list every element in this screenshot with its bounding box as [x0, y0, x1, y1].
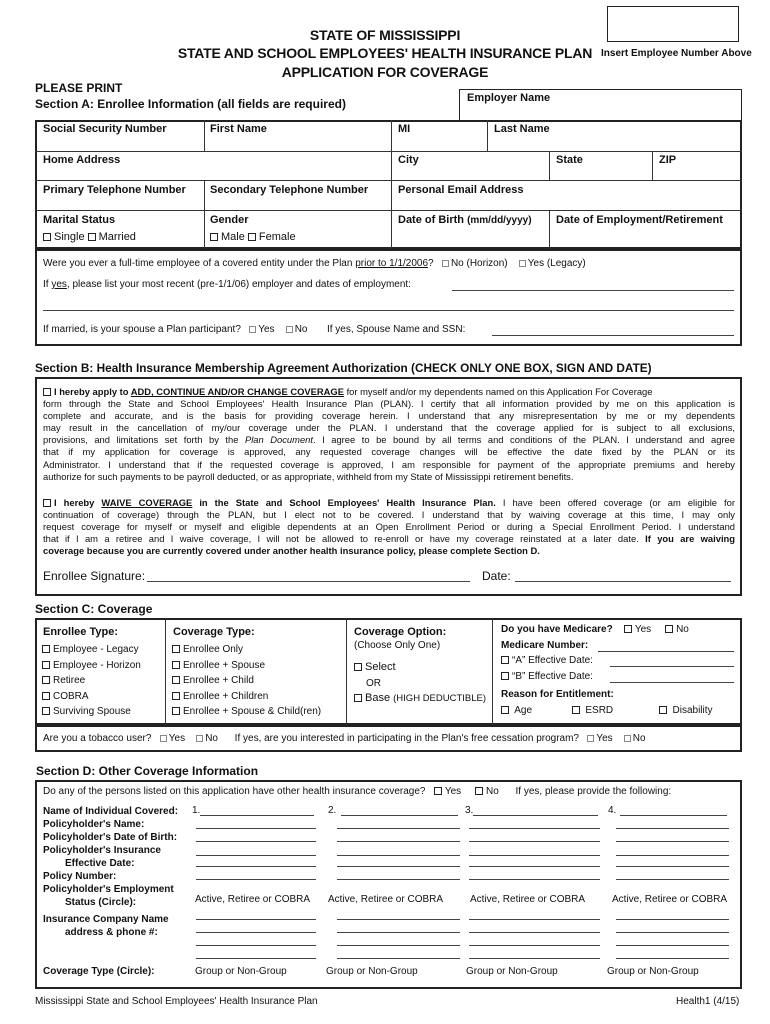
tobacco-yes-checkbox[interactable]: [160, 735, 167, 742]
employee-number-box[interactable]: [607, 6, 739, 42]
policyholder-name-label: Policyholder's Name:: [43, 819, 145, 830]
b-effective-checkbox[interactable]: [501, 672, 509, 680]
marital-options: Single Married: [43, 231, 136, 243]
zip-field[interactable]: ZIP: [659, 154, 677, 166]
section-d-field-line[interactable]: [337, 932, 460, 933]
coverage-type-option[interactable]: Enrollee + Children: [172, 689, 321, 705]
status-circle-label: Status (Circle):: [65, 897, 137, 908]
medicare-number-label: Medicare Number:: [501, 640, 589, 651]
signature-label: Enrollee Signature:: [43, 569, 146, 583]
section-d-field-line[interactable]: [469, 866, 600, 867]
individual-covered-label: Name of Individual Covered:: [43, 806, 179, 817]
coverage-type-option[interactable]: Enrollee + Child: [172, 673, 321, 689]
last-name-field[interactable]: Last Name: [494, 123, 550, 135]
section-d-field-line[interactable]: [337, 945, 460, 946]
section-d-field-line[interactable]: [341, 815, 458, 816]
signature-date-line[interactable]: [515, 581, 731, 582]
medicare-number-line[interactable]: [598, 651, 734, 652]
employment-status-label: Policyholder's Employment: [43, 884, 174, 895]
no-horizon-checkbox[interactable]: [442, 260, 449, 267]
enrollee-type-option[interactable]: Employee - Horizon: [42, 658, 141, 674]
apply-coverage-paragraph: I hereby apply to ADD, CONTINUE AND/OR CHANGE COVERAGE for myself and/or my dependents named on this Application For Coverage form through the State and School Employees' Health Insurance Plan (PLAN). I certify that all information provided by me on this application is complete and accurate, and is the basis for providing coverage herein. I understand that any misrepresentation by me or my dependents may result in the cancellation of my/our coverage under the PLAN. I understand that the coverage applied for is subject to all exclusions, provisions, and limitations set forth by the Plan Document. I agree to be bound by all terms and conditions of the PLAN. I understand and agree that if my application for coverage is approved, any requested coverage changes will be effective the date fixed by the PLAN or its Administrator. I understand that if the requested coverage is approved, I am responsible for payment of the appropriate premiums and hereby authorize for such payments to be payroll deducted, or as appropriate, withheld from my State of Mississippi retirement benefits.: [43, 386, 735, 482]
ssn-field[interactable]: Social Security Number: [43, 123, 167, 135]
section-d-field-line[interactable]: [196, 855, 316, 856]
gender-label: Gender: [210, 214, 249, 226]
enrollee-type-options: [42, 642, 141, 720]
fulltime-question: Were you ever a full-time employee of a covered entity under the Plan prior to 1/1/2006? No (Horizon) Yes (Legacy): [43, 258, 586, 269]
apply-coverage-checkbox[interactable]: [43, 388, 51, 396]
other-coverage-question: Do any of the persons listed on this application have other health insurance coverage? Yes No If yes, please provide the following:: [43, 786, 672, 797]
section-d-field-line[interactable]: [469, 945, 600, 946]
address-phone-label: address & phone #:: [65, 927, 158, 938]
coverage-type-circle-label: Coverage Type (Circle):: [43, 966, 155, 977]
disability-checkbox[interactable]: [659, 706, 667, 714]
policyholder-dob-label: Policyholder's Date of Birth:: [43, 832, 178, 843]
secondary-phone-field[interactable]: Secondary Telephone Number: [210, 184, 369, 196]
col-4-number: 4.: [608, 805, 617, 816]
section-d-field-line[interactable]: [473, 815, 598, 816]
section-d-field-line[interactable]: [196, 945, 316, 946]
section-d-field-line[interactable]: [337, 919, 460, 920]
header-plan: STATE AND SCHOOL EMPLOYEES' HEALTH INSURANCE PLAN: [177, 45, 593, 61]
section-d-field-line[interactable]: [196, 879, 316, 880]
b-effective-label: “B” Effective Date:: [501, 671, 593, 682]
waive-coverage-paragraph: I hereby WAIVE COVERAGE in the State and School Employees' Health Insurance Plan. I have been offered coverage (or am eligible for continuation of coverage) through the PLAN, but I elect not to be covered. I understand that by waiving coverage at this time, I may only request coverage for myself or myself and eligible dependents at an Open Enrollment Period or during a Special Enrollment Period. I understand that if I am a retiree and I waive coverage, I will not be allowed to re-enroll or have my coverage reinstated at a later date. If you are waiving coverage because you are currently covered under another health insurance policy, please complete Section D.: [43, 497, 736, 557]
status-option-4[interactable]: Active, Retiree or COBRA: [612, 894, 728, 905]
coverage-type-label: Coverage Type:: [173, 626, 255, 638]
footer-plan-name: Mississippi State and School Employees' Health Insurance Plan: [35, 996, 318, 1007]
section-b-title: Section B: Health Insurance Membership Agreement Authorization (CHECK ONLY ONE BOX, SIGN AND DATE): [35, 361, 652, 375]
section-d-field-line[interactable]: [616, 828, 729, 829]
section-d-field-line[interactable]: [469, 958, 600, 959]
insurance-company-label: Insurance Company Name: [43, 914, 169, 925]
male-checkbox[interactable]: [210, 233, 218, 241]
a-effective-checkbox[interactable]: [501, 656, 509, 664]
female-checkbox[interactable]: [248, 233, 256, 241]
section-d-title: Section D: Other Coverage Information: [36, 764, 259, 778]
section-d-field-line[interactable]: [616, 855, 729, 856]
status-option-2[interactable]: Active, Retiree or COBRA: [328, 894, 444, 905]
enrollee-type-option[interactable]: Surviving Spouse: [42, 704, 141, 720]
status-option-3[interactable]: Active, Retiree or COBRA: [470, 894, 586, 905]
date-label: Date:: [482, 569, 511, 583]
policy-number-label: Policy Number:: [43, 871, 117, 882]
header-application: APPLICATION FOR COVERAGE: [281, 64, 489, 80]
section-d-field-line[interactable]: [196, 841, 316, 842]
choose-one-note: (Choose Only One): [354, 640, 441, 651]
section-a-title: Section A: Enrollee Information (all fields are required): [35, 97, 346, 111]
medicare-question: Do you have Medicare? Yes No: [501, 624, 689, 635]
group-option-1[interactable]: Group or Non-Group: [195, 966, 287, 977]
section-d-field-line[interactable]: [616, 841, 729, 842]
spouse-no-checkbox[interactable]: [286, 326, 293, 333]
section-c-title: Section C: Coverage: [35, 602, 153, 616]
coverage-type-option[interactable]: Enrollee + Spouse & Child(ren): [172, 704, 321, 720]
cessation-yes-checkbox[interactable]: [587, 735, 594, 742]
signature-line[interactable]: [147, 581, 470, 582]
section-d-field-line[interactable]: [469, 828, 600, 829]
reason-options: Age ESRD Disability: [501, 705, 713, 716]
group-option-3[interactable]: Group or Non-Group: [466, 966, 558, 977]
previous-employer-line-1[interactable]: [452, 290, 734, 291]
section-d-field-line[interactable]: [469, 841, 600, 842]
gender-options: Male Female: [210, 231, 296, 243]
reason-label: Reason for Entitlement:: [501, 689, 614, 700]
section-d-labels: [43, 805, 178, 939]
section-d-field-line[interactable]: [469, 855, 600, 856]
col-2-number: 2.: [328, 805, 337, 816]
section-d-field-line[interactable]: [616, 932, 729, 933]
email-field[interactable]: Personal Email Address: [398, 184, 524, 196]
section-d-field-line[interactable]: [196, 958, 316, 959]
section-d-field-line[interactable]: [337, 841, 460, 842]
marital-status-label: Marital Status: [43, 214, 116, 226]
coverage-type-options: [172, 642, 321, 720]
section-d-field-line[interactable]: [469, 919, 600, 920]
yes-legacy-checkbox[interactable]: [519, 260, 526, 267]
select-option[interactable]: Select: [354, 661, 396, 673]
please-print: PLEASE PRINT: [35, 81, 123, 95]
doe-field[interactable]: Date of Employment/Retirement: [556, 214, 723, 226]
section-d-field-line[interactable]: [616, 958, 729, 959]
spouse-question: If married, is your spouse a Plan participant? Yes No If yes, Spouse Name and SSN:: [43, 324, 466, 335]
a-effective-line[interactable]: [610, 666, 734, 667]
enrollee-type-option[interactable]: COBRA: [42, 689, 141, 705]
first-name-field[interactable]: First Name: [210, 123, 267, 135]
esrd-checkbox[interactable]: [572, 706, 580, 714]
waive-coverage-checkbox[interactable]: [43, 499, 51, 507]
section-d-field-line[interactable]: [196, 866, 316, 867]
enrollee-type-label: Enrollee Type:: [43, 626, 118, 638]
base-option[interactable]: Base (HIGH DEDUCTIBLE): [354, 692, 486, 704]
other-coverage-no-checkbox[interactable]: [475, 787, 483, 795]
coverage-type-option[interactable]: Enrollee Only: [172, 642, 321, 658]
group-option-4[interactable]: Group or Non-Group: [607, 966, 699, 977]
single-checkbox[interactable]: [43, 233, 51, 241]
medicare-yes-checkbox[interactable]: [624, 625, 632, 633]
policyholder-insurance-label: Policyholder's Insurance: [43, 845, 161, 856]
col-1-number: 1.: [192, 805, 201, 816]
cessation-no-checkbox[interactable]: [624, 735, 631, 742]
employee-number-label: Insert Employee Number Above: [601, 48, 752, 59]
section-d-field-line[interactable]: [616, 945, 729, 946]
home-address-field[interactable]: Home Address: [43, 154, 121, 166]
col-3-number: 3.: [465, 805, 474, 816]
spouse-ssn-line[interactable]: [492, 335, 734, 336]
city-field[interactable]: City: [398, 154, 419, 166]
effective-date-label: Effective Date:: [65, 858, 135, 869]
section-d-field-line[interactable]: [196, 828, 316, 829]
other-coverage-yes-checkbox[interactable]: [434, 787, 442, 795]
section-d-field-line[interactable]: [337, 958, 460, 959]
employer-name-label: Employer Name: [467, 92, 551, 104]
header-state: STATE OF MISSISSIPPI: [309, 27, 461, 43]
section-d-field-line[interactable]: [200, 815, 314, 816]
married-checkbox[interactable]: [88, 233, 96, 241]
dob-field[interactable]: Date of Birth (mm/dd/yyyy): [398, 214, 532, 226]
tobacco-question: Are you a tobacco user? Yes No If yes, are you interested in participating in the Plan's free cessation program? Yes No: [43, 733, 646, 744]
section-d-field-line[interactable]: [616, 879, 729, 880]
section-d-field-line[interactable]: [196, 932, 316, 933]
section-d-field-line[interactable]: [469, 932, 600, 933]
section-d-field-line[interactable]: [337, 879, 460, 880]
a-effective-label: “A” Effective Date:: [501, 655, 593, 666]
section-d-field-line[interactable]: [616, 919, 729, 920]
b-effective-line[interactable]: [610, 682, 734, 683]
spouse-yes-checkbox[interactable]: [249, 326, 256, 333]
coverage-option-label: Coverage Option:: [354, 626, 447, 638]
footer-form-id: Health1 (4/15): [676, 996, 740, 1007]
group-option-2[interactable]: Group or Non-Group: [326, 966, 418, 977]
section-d-field-line[interactable]: [616, 866, 729, 867]
section-d-field-line[interactable]: [337, 828, 460, 829]
previous-employer-line-2[interactable]: [43, 310, 734, 311]
previous-employer-prompt: If yes, please list your most recent (pre-1/1/06) employer and dates of employment:: [43, 279, 411, 290]
section-d-field-line[interactable]: [337, 855, 460, 856]
section-d-field-line[interactable]: [620, 815, 727, 816]
medicare-no-checkbox[interactable]: [665, 625, 673, 633]
tobacco-no-checkbox[interactable]: [196, 735, 203, 742]
state-field[interactable]: State: [556, 154, 583, 166]
or-label: OR: [366, 678, 381, 689]
coverage-type-option[interactable]: Enrollee + Spouse: [172, 658, 321, 674]
section-d-field-line[interactable]: [469, 879, 600, 880]
mi-field[interactable]: MI: [398, 123, 411, 135]
primary-phone-field[interactable]: Primary Telephone Number: [43, 184, 186, 196]
enrollee-type-option[interactable]: Employee - Legacy: [42, 642, 141, 658]
section-d-field-line[interactable]: [196, 919, 316, 920]
enrollee-type-option[interactable]: Retiree: [42, 673, 141, 689]
section-d-field-line[interactable]: [337, 866, 460, 867]
age-checkbox[interactable]: [501, 706, 509, 714]
status-option-1[interactable]: Active, Retiree or COBRA: [195, 894, 311, 905]
